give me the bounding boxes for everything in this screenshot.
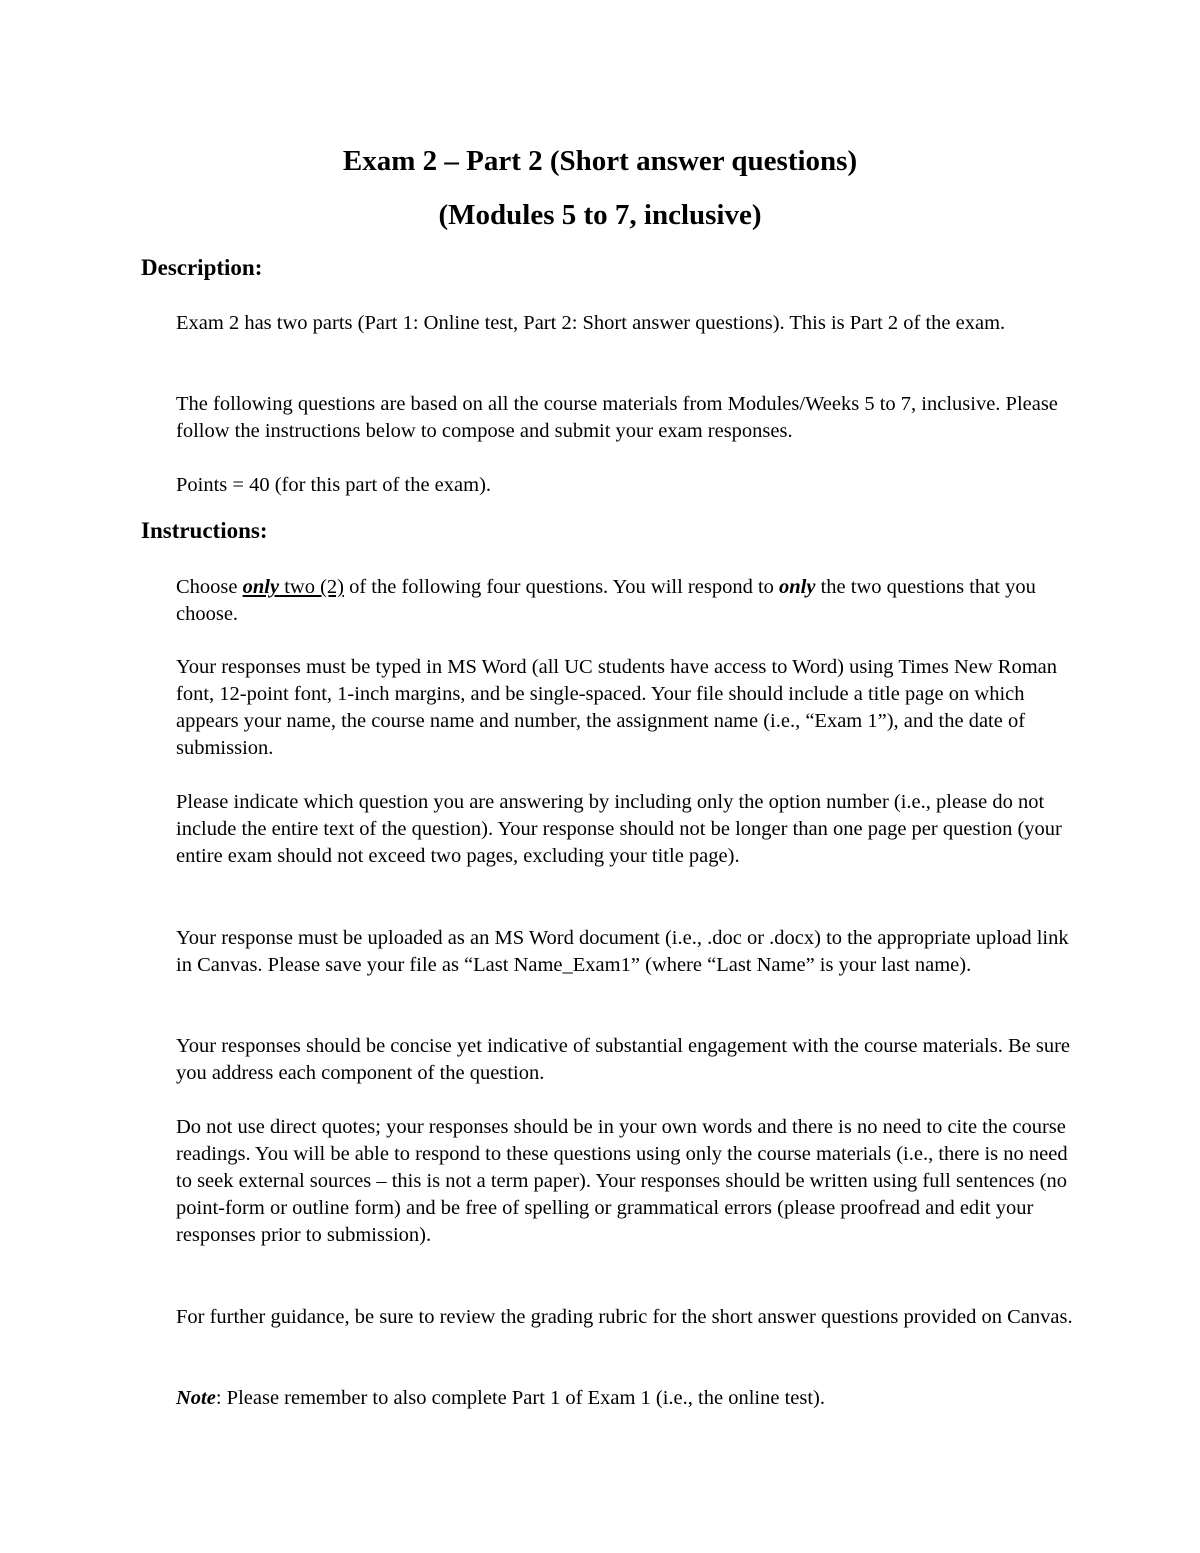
document-title: Exam 2 – Part 2 (Short answer questions)	[342, 145, 858, 177]
instruction-formatting-paragraph: Your responses must be typed in MS Word (all UC students have access to Word) using Times New Roman font, 12-point font, 1-inch margins, and be single-spaced. Your file should include a title page on which appears your name, the course name and number, the assignment name (i.e., “Exam 1”), and the date of submission.	[176, 656, 1058, 759]
instruction-upload-paragraph: Your response must be uploaded as an MS Word document (i.e., .doc or .docx) to the appropriate upload link in Canvas. Please save your file as “Last Name_Exam1” (where “Last Name” is your last name).	[176, 927, 1069, 976]
instructions-heading: Instructions:	[141, 518, 268, 543]
choose-mid: of the following four questions. You will respond to	[343, 576, 780, 598]
note-paragraph	[176, 1385, 1076, 1412]
two-underlined: two (2)	[279, 576, 344, 598]
description-paragraph-parts: Exam 2 has two parts (Part 1: Online test, Part 2: Short answer questions). This is Part 2 of the exam.	[176, 312, 1006, 334]
only-emphasis-1: only	[242, 576, 280, 598]
instruction-guidance-paragraph: For further guidance, be sure to review the grading rubric for the short answer questions provided on Canvas.	[176, 1306, 1073, 1328]
instruction-choose-paragraph	[176, 574, 1076, 628]
choose-post: the two questions that you choose.	[176, 576, 1036, 625]
description-heading: Description:	[141, 255, 263, 280]
document-subtitle: (Modules 5 to 7, inclusive)	[438, 199, 762, 231]
choose-pre: Choose	[176, 576, 243, 598]
note-label: Note	[176, 1387, 216, 1409]
description-paragraph-points: Points = 40 (for this part of the exam).	[176, 474, 492, 496]
only-emphasis-2: only	[779, 576, 816, 598]
instruction-concise-paragraph: Your responses should be concise yet indicative of substantial engagement with the course materials. Be sure you address each component of the question.	[176, 1035, 1071, 1084]
instruction-question-paragraph: Please indicate which question you are answering by including only the option number (i.e., please do not include the entire text of the question). Your response should not be longer than one page per question (your entire exam should not exceed two pages, excluding your title page).	[176, 791, 1062, 867]
instruction-quotes-paragraph: Do not use direct quotes; your responses should be in your own words and there is no need to cite the course readings. You will be able to respond to these questions using only the course materials (i.e., there is no need to seek external sources – this is not a term paper). Your responses should be written using full sentences (no point-form or outline form) and be free of spelling or grammatical errors (please proofread and edit your responses prior to submission).	[176, 1116, 1068, 1246]
note-text: : Please remember to also complete Part 1 of Exam 1 (i.e., the online test).	[215, 1387, 825, 1409]
description-paragraph-scope: The following questions are based on all the course materials from Modules/Weeks 5 to 7, inclusive. Please follow the instructions below to compose and submit your exam responses.	[176, 393, 1058, 442]
